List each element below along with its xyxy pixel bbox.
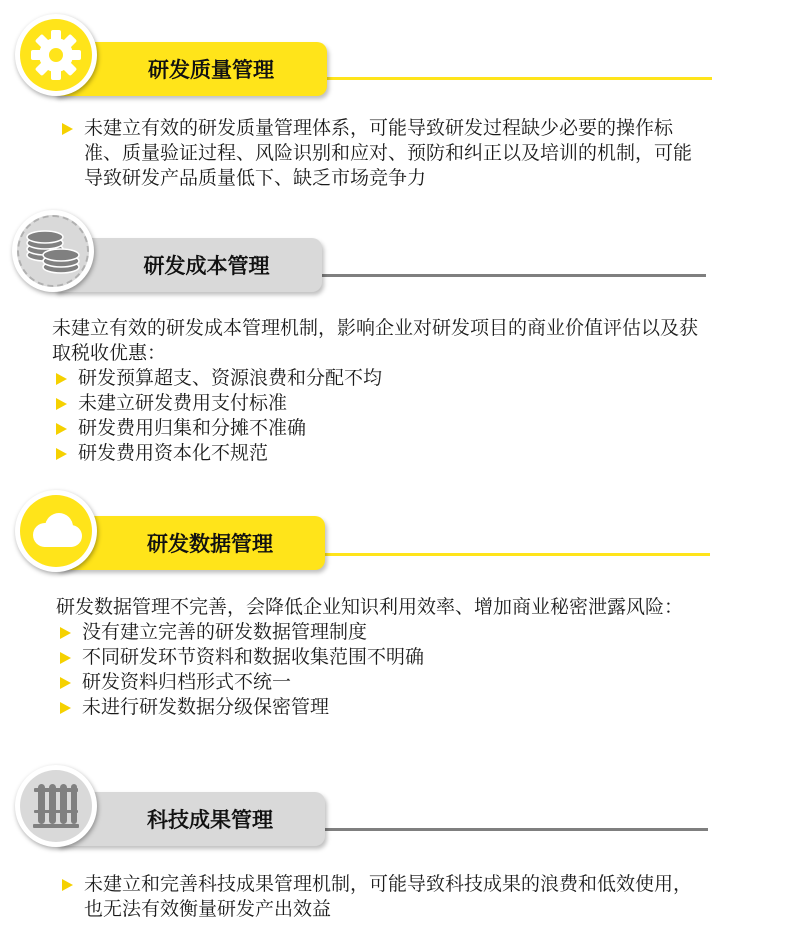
icon-badge — [15, 765, 97, 847]
section-title: 研发质量管理 — [148, 58, 274, 82]
icon-badge — [15, 14, 97, 96]
header-rule — [322, 828, 708, 831]
section-title: 科技成果管理 — [147, 808, 273, 832]
list-item: 研发资料归档形式不统一 — [56, 670, 706, 695]
bullet-arrow-icon — [60, 677, 71, 689]
test-tubes-icon — [30, 780, 82, 832]
list-item: 研发预算超支、资源浪费和分配不均 — [52, 366, 702, 391]
list-item: 未建立研发费用支付标准 — [52, 391, 702, 416]
list-item: 没有建立完善的研发数据管理制度 — [56, 620, 706, 645]
bullet-arrow-icon — [60, 627, 71, 639]
bullet-arrow-icon — [62, 123, 73, 135]
gear-icon — [28, 27, 84, 83]
section-body — [58, 116, 708, 191]
bullet-arrow-icon — [56, 398, 67, 410]
section-body — [58, 872, 708, 922]
header-rule — [320, 77, 712, 80]
bullet-arrow-icon — [56, 373, 67, 385]
list-item: 研发费用资本化不规范 — [52, 441, 702, 466]
list-item: 未建立和完善科技成果管理机制，可能导致科技成果的浪费和低效使用，也无法有效衡量研发产出效益 — [58, 872, 708, 922]
section-title-box — [57, 516, 325, 570]
icon-badge — [15, 490, 97, 572]
cloud-icon — [27, 511, 85, 551]
section-intro: 研发数据管理不完善，会降低企业知识利用效率、增加商业秘密泄露风险： — [56, 596, 684, 618]
list-item: 未建立有效的研发质量管理体系，可能导致研发过程缺少必要的操作标准、质量验证过程、风险识别和应对、预防和纠正以及培训的机制，可能导致研发产品质量低下、缺乏市场竞争力 — [58, 116, 708, 191]
list-item: 不同研发环节资料和数据收集范围不明确 — [56, 645, 706, 670]
section-title-box — [57, 792, 325, 846]
bullet-arrow-icon — [56, 448, 67, 460]
section-title: 研发数据管理 — [147, 532, 273, 556]
section-body — [52, 316, 702, 466]
icon-badge — [12, 210, 94, 292]
header-rule — [318, 274, 706, 277]
header-rule — [322, 553, 710, 556]
bullet-arrow-icon — [62, 879, 73, 891]
bullet-arrow-icon — [60, 652, 71, 664]
list-item: 研发费用归集和分摊不准确 — [52, 416, 702, 441]
section-title: 研发成本管理 — [143, 254, 270, 278]
section-intro: 未建立有效的研发成本管理机制，影响企业对研发项目的商业价值评估以及获取税收优惠： — [52, 317, 699, 364]
list-item: 未进行研发数据分级保密管理 — [56, 695, 706, 720]
bullet-arrow-icon — [60, 702, 71, 714]
coins-icon — [23, 225, 83, 277]
bullet-arrow-icon — [56, 423, 67, 435]
section-body — [56, 595, 706, 720]
section-title-box — [55, 238, 322, 292]
